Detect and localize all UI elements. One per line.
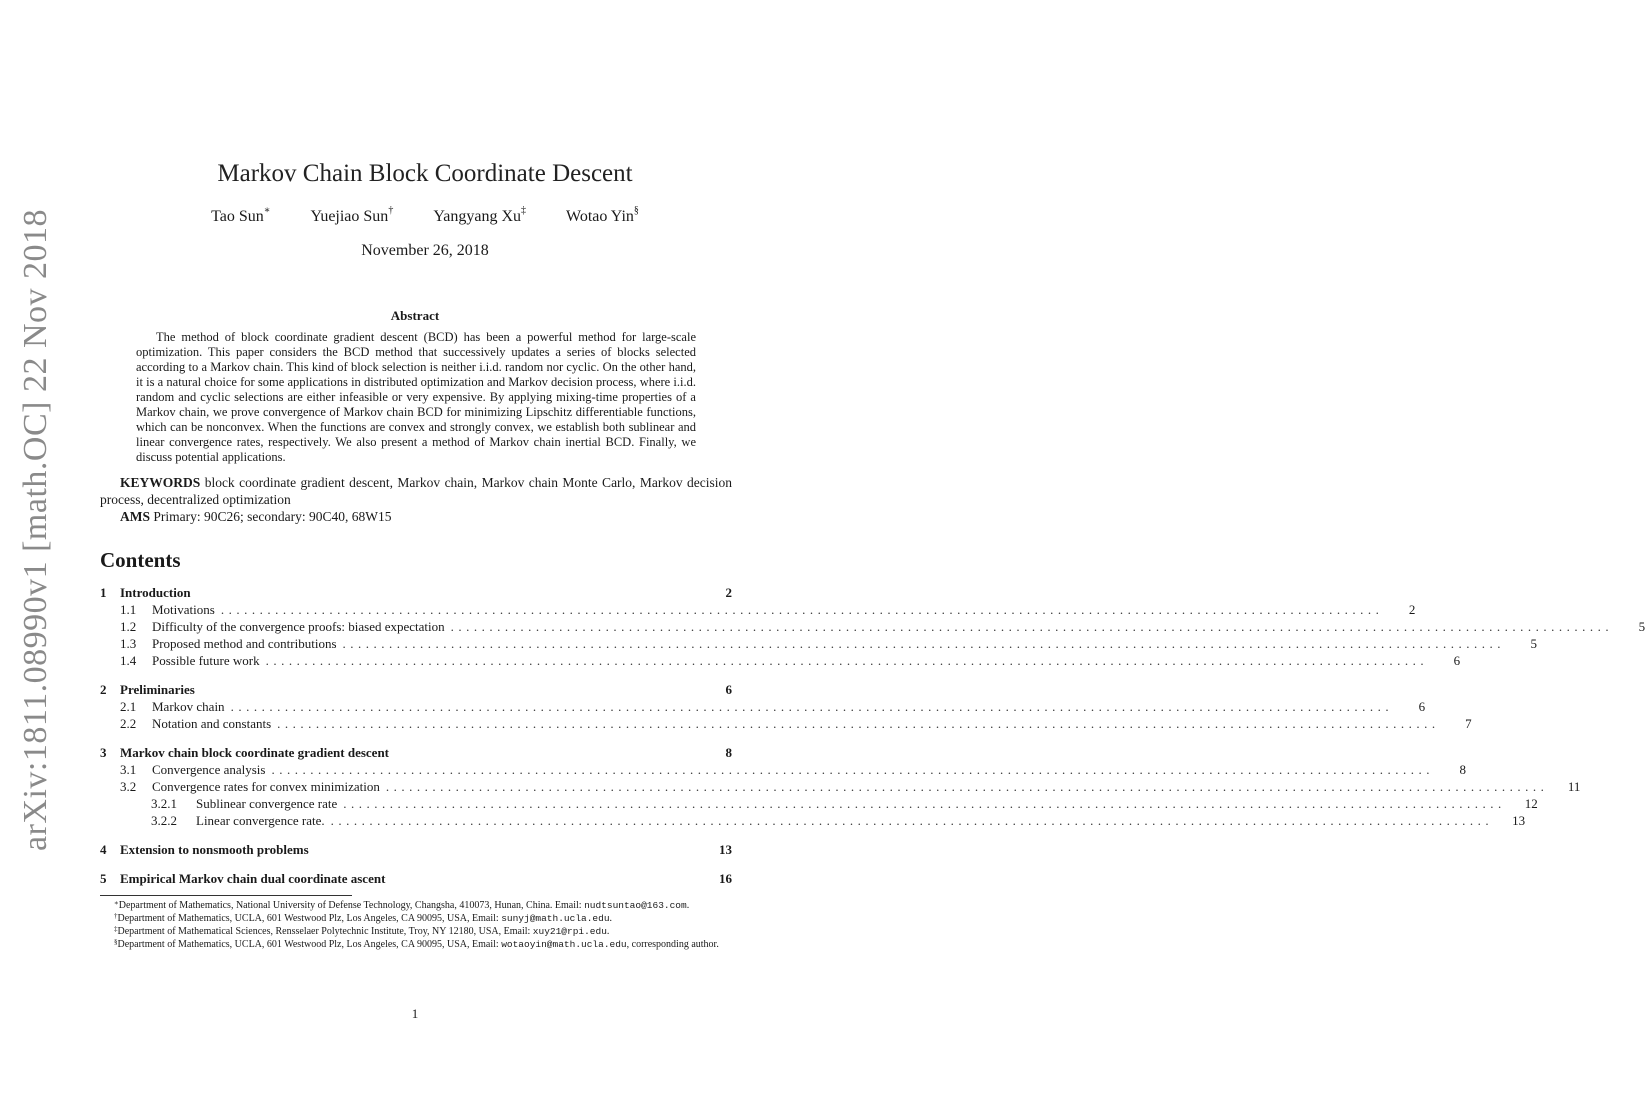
footnote: [100, 938, 732, 951]
footnote-tail: .: [606, 926, 610, 937]
toc-entry-number: 4: [100, 842, 107, 857]
toc-leader-dots: ......................................................................................................................................................: [330, 813, 1494, 828]
toc-section-gap: [100, 829, 732, 841]
toc-entry-page: 2: [1408, 602, 1416, 617]
toc-entry-sub[interactable]: [100, 635, 1538, 652]
toc-entry-page: 12: [1524, 796, 1538, 811]
toc-entry-title: Difficulty of the convergence proofs: biased expectation: [152, 619, 445, 634]
ams-label: AMS: [120, 509, 150, 524]
toc-entry-number: 1.1: [120, 602, 137, 617]
toc-entry-page: 13: [1512, 813, 1526, 828]
toc-leader-dots: ......................................................................................................................................................: [385, 779, 1549, 794]
author: Wotao Yin§: [566, 205, 639, 225]
toc-entry-page: 7: [1465, 716, 1472, 731]
toc-entry-page: 13: [719, 842, 732, 857]
toc-entry-section[interactable]: [100, 681, 732, 698]
toc-entry-page: 8: [1459, 762, 1466, 777]
toc-entry-title: Convergence analysis: [152, 762, 266, 777]
toc-entry-page: 16: [719, 871, 732, 886]
toc-leader-dots: ......................................................................................................................................................: [271, 762, 1434, 777]
footnote: [100, 912, 732, 925]
toc-entry-number: 3.1: [120, 762, 137, 777]
toc-entry-number: 5: [100, 871, 107, 886]
toc-entry-title: Proposed method and contributions: [152, 636, 337, 651]
author: Yangyang Xu‡: [433, 205, 527, 225]
contents-heading: Contents: [100, 548, 181, 572]
toc-entry-subsub[interactable]: [100, 795, 1538, 812]
toc-entry-page: 6: [1453, 653, 1461, 668]
toc-entry-section[interactable]: [100, 744, 732, 761]
toc-section-gap: [100, 858, 732, 870]
author: Yuejiao Sun†: [310, 205, 394, 225]
footnote-email[interactable]: xuy21@rpi.edu: [532, 926, 607, 937]
footnote-text: Department of Mathematical Sciences, Rensselaer Polytechnic Institute, Troy, NY 12180, USA, Email:: [117, 926, 531, 937]
toc-entry-number: 3.2.2: [151, 813, 177, 828]
author-list: [0, 205, 850, 226]
toc-leader-dots: ......................................................................................................................................................: [342, 636, 1506, 651]
footnote-tail: .: [609, 913, 613, 924]
toc-entry-title: Markov chain: [152, 699, 225, 714]
footnote-mark: ‡: [114, 925, 118, 933]
footnote-mark: †: [114, 912, 118, 920]
footnote: [100, 925, 732, 938]
toc-entry-section[interactable]: [100, 870, 732, 887]
toc-entry-page: 5: [1530, 636, 1538, 651]
toc-entry-title: Linear convergence rate.: [196, 813, 325, 828]
toc-entry-page: 11: [1567, 779, 1581, 794]
toc-leader-dots: ......................................................................................................................................................: [265, 653, 1429, 668]
footnote-mark: §: [114, 938, 118, 946]
toc-entry-title: Convergence rates for convex minimization: [152, 779, 380, 794]
footnote-text: Department of Mathematics, National University of Defense Technology, Changsha, 410073, Hunan, China. Email:: [118, 900, 582, 911]
toc-leader-dots: ......................................................................................................................................................: [230, 699, 1394, 714]
footnote: [100, 899, 732, 912]
footnote-email[interactable]: nudtsuntao@163.com: [584, 900, 687, 911]
toc-entry-title: Empirical Markov chain dual coordinate ascent: [120, 871, 386, 886]
toc-section-gap: [100, 669, 732, 681]
toc-entry-number: 2: [100, 682, 107, 697]
keywords-label: KEYWORDS: [120, 475, 201, 490]
toc-entry-number: 2.2: [120, 716, 137, 731]
toc-entry-sub[interactable]: [100, 778, 1581, 795]
toc-entry-sub[interactable]: [100, 715, 1472, 732]
toc-section-gap: [100, 732, 732, 744]
keywords-block: [100, 474, 732, 525]
toc-entry-subsub[interactable]: [100, 812, 1526, 829]
footnote-email[interactable]: wotaoyin@math.ucla.edu: [501, 939, 627, 950]
page-number: 1: [411, 1006, 419, 1021]
toc-entry-page: 8: [725, 745, 732, 760]
toc-entry-sub[interactable]: [100, 601, 1416, 618]
toc-entry-section[interactable]: [100, 841, 732, 858]
toc-entry-number: 1: [100, 585, 107, 600]
toc-entry-sub[interactable]: [100, 761, 1466, 778]
arxiv-identifier-stamp: arXiv:1811.08990v1 [math.OC] 22 Nov 2018: [17, 208, 54, 852]
footnote-email[interactable]: sunyj@math.ucla.edu: [501, 913, 610, 924]
toc-leader-dots: ......................................................................................................................................................: [220, 602, 1384, 617]
toc-entry-title: Sublinear convergence rate: [196, 796, 338, 811]
toc-entry-number: 2.1: [120, 699, 137, 714]
footnotes: [100, 899, 732, 951]
toc-entry-title: Motivations: [152, 602, 215, 617]
toc-entry-sub[interactable]: [100, 618, 1645, 635]
toc-entry-section[interactable]: [100, 584, 732, 601]
toc-entry-title: Possible future work: [152, 653, 260, 668]
footnote-tail: , corresponding author.: [626, 939, 719, 950]
paper-title: Markov Chain Block Coordinate Descent: [217, 160, 633, 187]
toc-entry-number: 1.2: [120, 619, 137, 634]
toc-leader-dots: ......................................................................................................................................................: [450, 619, 1614, 634]
toc-leader-dots: ......................................................................................................................................................: [343, 796, 1506, 811]
keywords-text: block coordinate gradient descent, Markov chain, Markov chain Monte Carlo, Markov decision process, decentralized optimization: [100, 475, 732, 507]
footnote-tail: .: [686, 900, 690, 911]
toc-entry-number: 3.2.1: [151, 796, 177, 811]
author: Tao Sun∗: [211, 205, 271, 225]
footnote-text: Department of Mathematics, UCLA, 601 Westwood Plz, Los Angeles, CA 90095, USA, Email:: [117, 939, 499, 950]
toc-entry-number: 3.2: [120, 779, 137, 794]
abstract-body: The method of block coordinate gradient descent (BCD) has been a powerful method for large-scale optimization. This paper considers the BCD method that successively updates a series of blocks selected according to a Markov chain. This kind of block selection is neither i.i.d. random nor cyclic. On the other hand, it is a natural choice for some applications in distributed optimization and Markov decision process, where i.i.d. random and cyclic selections are either infeasible or very expensive. By applying mixing-time properties of a Markov chain, we prove convergence of Markov chain BCD for minimizing Lipschitz differentiable functions, which can be nonconvex. When the functions are convex and strongly convex, we establish both sublinear and linear convergence rates, respectively. We also present a method of Markov chain inertial BCD. Finally, we discuss potential applications.: [136, 330, 696, 464]
toc-leader-dots: ......................................................................................................................................................: [277, 716, 1440, 731]
toc-entry-page: 2: [725, 585, 732, 600]
toc-entry-title: Preliminaries: [120, 682, 195, 697]
ams-classification: Primary: 90C26; secondary: 90C40, 68W15: [153, 509, 392, 524]
abstract-heading: Abstract: [390, 308, 440, 323]
toc-entry-title: Extension to nonsmooth problems: [120, 842, 309, 857]
toc-entry-number: 3: [100, 745, 107, 760]
footnote-text: Department of Mathematics, UCLA, 601 Westwood Plz, Los Angeles, CA 90095, USA, Email:: [117, 913, 499, 924]
toc-entry-title: Notation and constants: [152, 716, 272, 731]
publication-date: November 26, 2018: [361, 242, 489, 259]
toc-entry-title: Markov chain block coordinate gradient descent: [120, 745, 390, 760]
table-of-contents: [100, 584, 1645, 887]
toc-entry-number: 1.4: [120, 653, 137, 668]
toc-entry-page: 6: [725, 682, 732, 697]
footnote-mark: ∗: [114, 899, 119, 907]
footnote-rule: [100, 895, 352, 896]
toc-entry-title: Introduction: [120, 585, 191, 600]
toc-entry-number: 1.3: [120, 636, 137, 651]
toc-entry-page: 5: [1638, 619, 1645, 634]
toc-entry-page: 6: [1418, 699, 1426, 714]
toc-entry-sub[interactable]: [100, 652, 1461, 669]
toc-entry-sub[interactable]: [100, 698, 1426, 715]
